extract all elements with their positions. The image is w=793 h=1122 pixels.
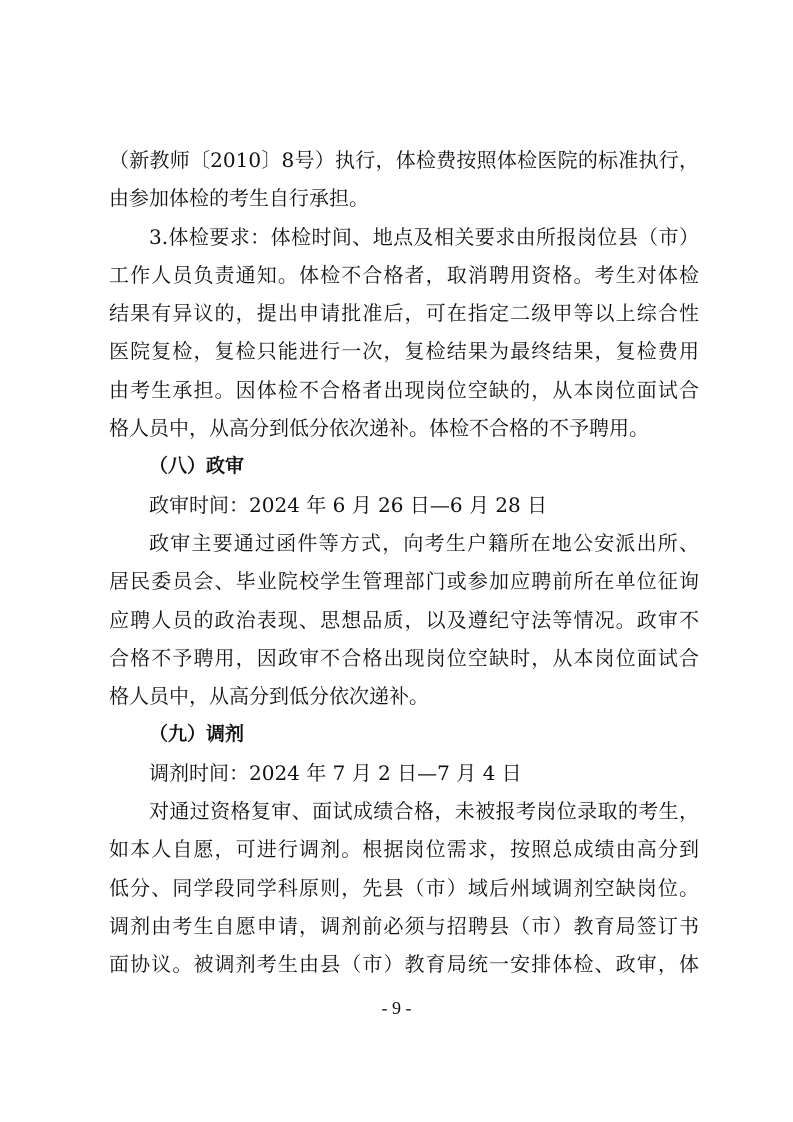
text-line: （新教师〔2010〕8号）执行，体检费按照体检医院的标准执行， [109, 148, 699, 172]
text-line: 如本人自愿，可进行调剂。根据岗位需求，按照总成绩由高分到 [109, 837, 699, 862]
text-line: 工作人员负责通知。体检不合格者，取消聘用资格。考生对体检 [109, 262, 699, 287]
text-line: 3.体检要求：体检时间、地点及相关要求由所报岗位县（市） [149, 224, 699, 249]
text-line: 合格不予聘用，因政审不合格出现岗位空缺时，从本岗位面试合 [109, 645, 699, 670]
text-line: 面协议。被调剂考生由县（市）教育局统一安排体检、政审，体 [109, 952, 699, 977]
text-line: 医院复检，复检只能进行一次，复检结果为最终结果，复检费用 [109, 339, 699, 364]
text-line: 调剂由考生自愿申请，调剂前必须与招聘县（市）教育局签订书 [109, 913, 699, 938]
text-line: 由考生承担。因体检不合格者出现岗位空缺的，从本岗位面试合 [109, 377, 699, 402]
text-line: 低分、同学段同学科原则，先县（市）域后州域调剂空缺岗位。 [109, 875, 699, 900]
text-line: 对通过资格复审、面试成绩合格，未被报考岗位录取的考生， [149, 799, 699, 824]
text-line: 政审主要通过函件等方式，向考生户籍所在地公安派出所、 [149, 530, 699, 555]
section-heading-political-review: （八）政审 [149, 455, 245, 478]
body-text [109, 141, 699, 984]
text-line: 结果有异议的，提出申请批准后，可在指定二级甲等以上综合性 [109, 301, 699, 326]
text-line: 由参加体检的考生自行承担。 [109, 186, 369, 211]
text-line: 政审时间：2024 年 6 月 26 日—6 月 28 日 [149, 492, 548, 517]
page-number: - 9 - [381, 998, 412, 1018]
text-line: 格人员中，从高分到低分依次递补。体检不合格的不予聘用。 [109, 416, 649, 441]
section-heading-adjustment: （九）调剂 [149, 723, 245, 746]
text-line: 格人员中，从高分到低分依次递补。 [109, 684, 429, 709]
text-line: 居民委员会、毕业院校学生管理部门或参加应聘前所在单位征询 [109, 569, 699, 594]
text-line: 调剂时间：2024 年 7 月 2 日—7 月 4 日 [149, 760, 522, 785]
text-line: 应聘人员的政治表现、思想品质，以及遵纪守法等情况。政审不 [109, 607, 699, 632]
